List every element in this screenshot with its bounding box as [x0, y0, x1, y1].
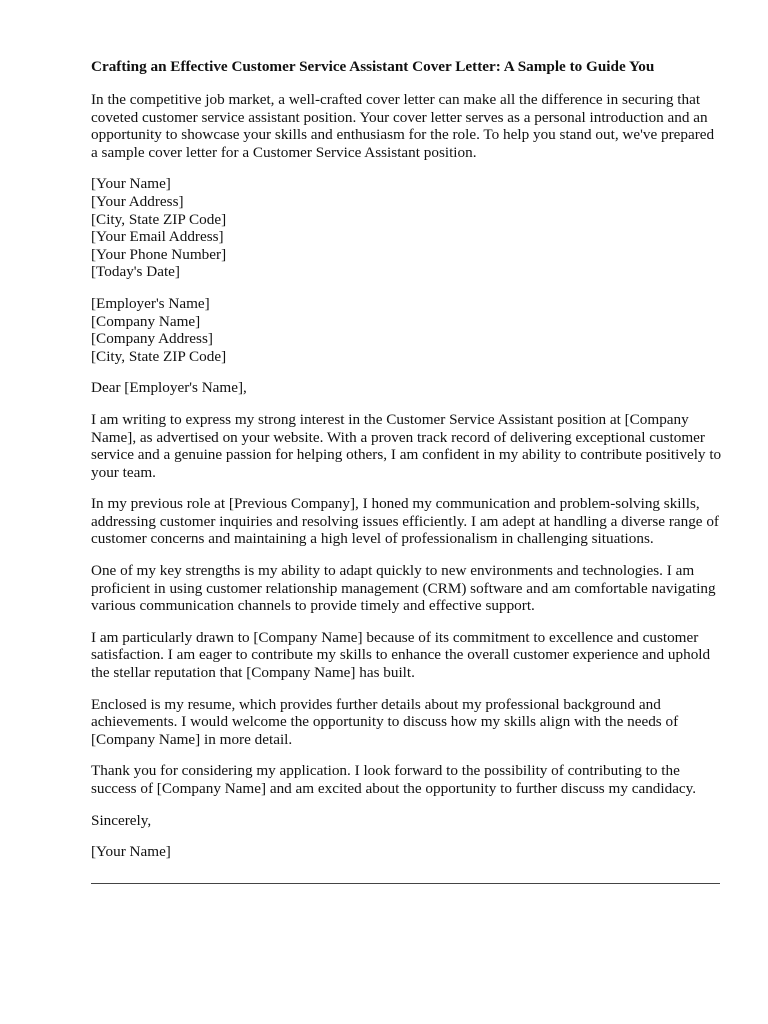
letter-date: [Today's Date]	[91, 263, 180, 281]
company-address: [Company Address]	[91, 330, 213, 348]
employer-name: [Employer's Name]	[91, 294, 210, 312]
company-city-state-zip: [City, State ZIP Code]	[91, 347, 227, 365]
document-title: Crafting an Effective Customer Service Assistant Cover Letter: A Sample to Guide You	[91, 58, 655, 75]
salutation: Dear [Employer's Name],	[91, 379, 247, 397]
sender-name: [Your Name]	[91, 175, 171, 193]
sender-city-state-zip: [City, State ZIP Code]	[91, 210, 227, 228]
sender-address: [Your Address]	[91, 192, 184, 210]
document-page	[91, 58, 723, 875]
closing: Sincerely,	[91, 811, 152, 829]
recipient-address-block	[91, 295, 723, 365]
sender-phone: [Your Phone Number]	[91, 245, 227, 263]
body-paragraph-company-fit: I am particularly drawn to [Company Name] because of its commitment to excellence and customer satisfaction. I am eager to contribute my skills to enhance the overall customer experience and uphold the stellar reputation that [Company Name] has built.	[91, 628, 711, 682]
body-paragraph-strengths: One of my key strengths is my ability to adapt quickly to new environments and technologies. I am proficient in using customer relationship management (CRM) software and am comfortable navigating various communication channels to provide timely and effective support.	[91, 562, 716, 615]
sender-address-block	[91, 175, 723, 281]
body-paragraph-resume: Enclosed is my resume, which provides further details about my professional background and achievements. I would welcome the opportunity to discuss how my skills align with the needs of [Company Name] in more detail.	[91, 695, 679, 748]
intro-paragraph: In the competitive job market, a well-crafted cover letter can make all the difference in securing that coveted customer service assistant position. Your cover letter serves as a personal introduction and an opportunity to showcase your skills and enthusiasm for the role. To help you stand out, we've prepared a sample cover letter for a Customer Service Assistant position.	[91, 91, 715, 161]
company-name: [Company Name]	[91, 312, 201, 330]
sender-email: [Your Email Address]	[91, 228, 224, 246]
body-paragraph-thanks: Thank you for considering my application. I look forward to the possibility of contributing to the success of [Company Name] and am excited about the opportunity to further discuss my candidacy.	[91, 762, 697, 797]
horizontal-divider	[91, 883, 720, 884]
signature: [Your Name]	[91, 843, 171, 861]
body-paragraph-interest: I am writing to express my strong interest in the Customer Service Assistant position at [Company Name], as advertised on your website. With a proven track record of delivering exceptional customer service and a genuine passion for helping others, I am confident in my ability to contribute positively to your team.	[91, 410, 722, 481]
body-paragraph-previous-role: In my previous role at [Previous Company], I honed my communication and problem-solving skills, addressing customer inquiries and resolving issues efficiently. I am adept at handling a diverse range of customer concerns and maintaining a high level of professionalism in challenging situations.	[91, 495, 719, 548]
